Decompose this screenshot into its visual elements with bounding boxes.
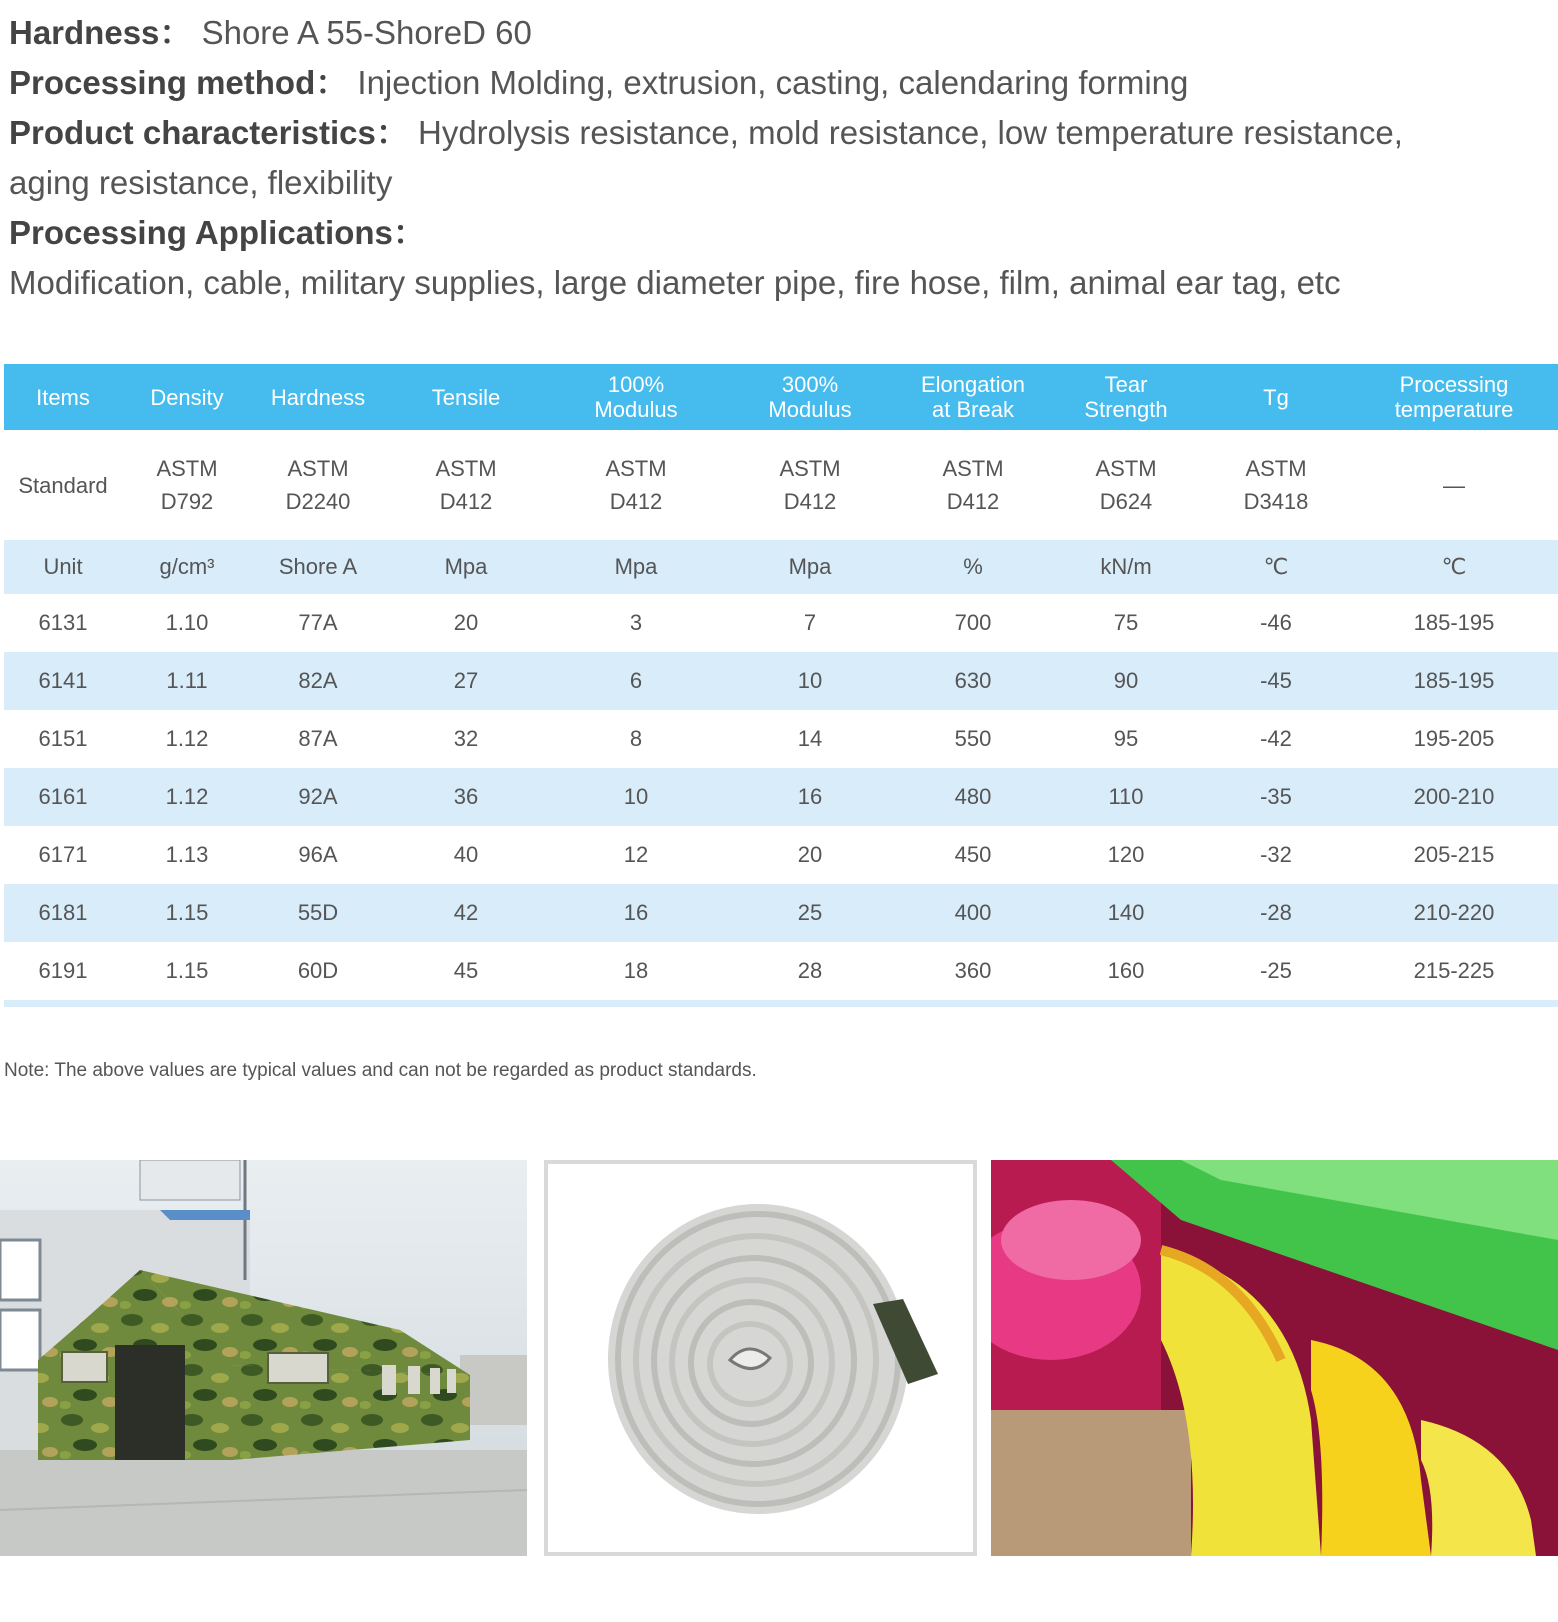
- header-items: Items: [4, 364, 122, 430]
- header-tensile: Tensile: [384, 364, 548, 430]
- table-cell: 6161: [4, 768, 122, 826]
- table-cell: Mpa: [724, 540, 896, 594]
- table-cell: 3: [629, 610, 643, 635]
- header-tear-strength: Tear Strength: [1050, 364, 1202, 430]
- table-cell: ℃: [1350, 540, 1558, 594]
- applications-label: Processing Applications：: [9, 214, 426, 251]
- table-cell: -46: [1260, 610, 1292, 635]
- table-cell: 6181: [4, 884, 122, 942]
- table-cell: 14: [797, 726, 823, 751]
- table-row: [4, 942, 1558, 1000]
- header-elongation: Elongation at Break: [896, 364, 1050, 430]
- table-cell: 77A: [298, 610, 338, 635]
- table-cell: 87A: [298, 726, 338, 751]
- table-cell: 27: [384, 652, 548, 710]
- applications-line: [9, 208, 1529, 258]
- table-cell: ASTM D3418: [1243, 456, 1309, 514]
- table-cell: 700: [954, 610, 992, 635]
- table-cell: Mpa: [548, 540, 724, 594]
- table-cell: 20: [453, 610, 479, 635]
- table-cell: 7: [803, 610, 817, 635]
- table-cell: 550: [954, 726, 992, 751]
- table-cell: 95: [1113, 726, 1139, 751]
- applications-value: Modification, cable, military supplies, large diameter pipe, fire hose, film, animal ear tag, etc: [9, 264, 1341, 301]
- tent-photo: [0, 1160, 527, 1556]
- table-cell: 480: [896, 768, 1050, 826]
- table-cell: 1.11: [122, 652, 252, 710]
- table-cell: 45: [453, 958, 479, 983]
- table-cell: ASTM D792: [156, 456, 218, 514]
- table-cell: 12: [623, 842, 649, 867]
- table-cell: Unit: [4, 540, 122, 594]
- table-cell: -35: [1202, 768, 1350, 826]
- table-cell: %: [896, 540, 1050, 594]
- table-cell: 6171: [38, 842, 88, 867]
- table-cell: 16: [548, 884, 724, 942]
- hardness-value: Shore A 55-ShoreD 60: [201, 14, 532, 51]
- table-cell: 1.12: [122, 768, 252, 826]
- table-cell: 185-195: [1350, 652, 1558, 710]
- table-cell: 360: [954, 958, 992, 983]
- table-row: [4, 826, 1558, 884]
- specs-table: [4, 364, 1558, 1007]
- table-cell: 8: [629, 726, 643, 751]
- table-cell: 1.15: [165, 958, 209, 983]
- characteristics-line-2: aging resistance, flexibility: [9, 164, 393, 201]
- table-cell: 55D: [252, 884, 384, 942]
- table-header-row: [4, 364, 1558, 430]
- table-cell: 82A: [252, 652, 384, 710]
- table-cell: 6191: [38, 958, 88, 983]
- table-row: [4, 884, 1558, 942]
- table-cell: 1.12: [165, 726, 209, 751]
- table-cell: 6151: [38, 726, 88, 751]
- header-density: Density: [122, 364, 252, 430]
- product-intro: [9, 8, 1529, 308]
- table-row: [4, 652, 1558, 710]
- hardness-line: [9, 8, 1529, 58]
- table-cell: Standard: [18, 472, 108, 498]
- table-cell: 140: [1050, 884, 1202, 942]
- table-cell: 25: [724, 884, 896, 942]
- table-cell: 75: [1113, 610, 1139, 635]
- table-cell: 6131: [38, 610, 88, 635]
- table-cell: 10: [548, 768, 724, 826]
- table-cell: 160: [1107, 958, 1145, 983]
- table-cell: Mpa: [384, 540, 548, 594]
- table-cell: ASTM D412: [779, 456, 841, 514]
- table-cell: 1.10: [165, 610, 209, 635]
- processing-method-value: Injection Molding, extrusion, casting, calendaring forming: [357, 64, 1189, 101]
- table-bottom-border: [4, 1000, 1558, 1007]
- table-cell: 210-220: [1350, 884, 1558, 942]
- footnote: Note: The above values are typical values and can not be regarded as product standards.: [4, 1060, 757, 1081]
- table-row: [4, 594, 1558, 652]
- table-cell: 20: [797, 842, 823, 867]
- table-cell: 400: [896, 884, 1050, 942]
- table-cell: 1.13: [165, 842, 209, 867]
- table-cell: 110: [1050, 768, 1202, 826]
- table-cell: 215-225: [1413, 958, 1495, 983]
- table-cell: 6141: [4, 652, 122, 710]
- table-cell: 60D: [297, 958, 339, 983]
- table-cell: 36: [384, 768, 548, 826]
- table-row: [4, 710, 1558, 768]
- table-cell: kN/m: [1050, 540, 1202, 594]
- table-cell: 630: [896, 652, 1050, 710]
- table-cell: 450: [954, 842, 992, 867]
- table-cell: -28: [1202, 884, 1350, 942]
- table-cell: ASTM D412: [435, 456, 497, 514]
- table-cell: ASTM D412: [605, 456, 667, 514]
- table-cell: 200-210: [1350, 768, 1558, 826]
- characteristics-value: Hydrolysis resistance, mold resistance, low temperature resistance,: [418, 114, 1403, 151]
- header-hardness: Hardness: [252, 364, 384, 430]
- table-cell: ℃: [1202, 540, 1350, 594]
- table-cell: -32: [1260, 842, 1292, 867]
- table-cell: Shore A: [252, 540, 384, 594]
- table-cell: 40: [453, 842, 479, 867]
- table-cell: 92A: [252, 768, 384, 826]
- table-cell: 90: [1050, 652, 1202, 710]
- header-300-modulus: 300% Modulus: [724, 364, 896, 430]
- table-cell: 120: [1107, 842, 1145, 867]
- table-cell: ASTM D624: [1095, 456, 1157, 514]
- table-cell: 96A: [298, 842, 338, 867]
- table-cell: -42: [1260, 726, 1292, 751]
- table-cell: 6: [548, 652, 724, 710]
- table-cell: 18: [623, 958, 649, 983]
- table-cell: 195-205: [1413, 726, 1495, 751]
- table-cell: 28: [797, 958, 823, 983]
- header-tg: Tg: [1202, 364, 1350, 430]
- processing-method-label: Processing method：: [9, 64, 349, 101]
- fire-hose-photo: [544, 1160, 977, 1556]
- table-row: [4, 768, 1558, 826]
- header-100-modulus: 100% Modulus: [548, 364, 724, 430]
- standard-row: [4, 430, 1558, 540]
- table-cell: 16: [724, 768, 896, 826]
- table-cell: -45: [1202, 652, 1350, 710]
- table-cell: 10: [724, 652, 896, 710]
- hardness-label: Hardness：: [9, 14, 193, 51]
- characteristics-line: [9, 108, 1529, 158]
- table-cell: g/cm³: [122, 540, 252, 594]
- processing-method-line: [9, 58, 1529, 108]
- table-cell: 32: [453, 726, 479, 751]
- table-cell: 185-195: [1413, 610, 1495, 635]
- characteristics-label: Product characteristics：: [9, 114, 409, 151]
- unit-row: [4, 540, 1558, 594]
- table-cell: -25: [1260, 958, 1292, 983]
- table-cell: 42: [384, 884, 548, 942]
- inflatable-photo: [991, 1160, 1558, 1556]
- table-cell: 1.15: [122, 884, 252, 942]
- table-cell: 205-215: [1413, 842, 1495, 867]
- table-cell: ASTM D2240: [285, 456, 351, 514]
- table-cell: ASTM D412: [942, 456, 1004, 514]
- table-cell: —: [1443, 472, 1465, 498]
- header-processing-temp: Processing temperature: [1350, 364, 1558, 430]
